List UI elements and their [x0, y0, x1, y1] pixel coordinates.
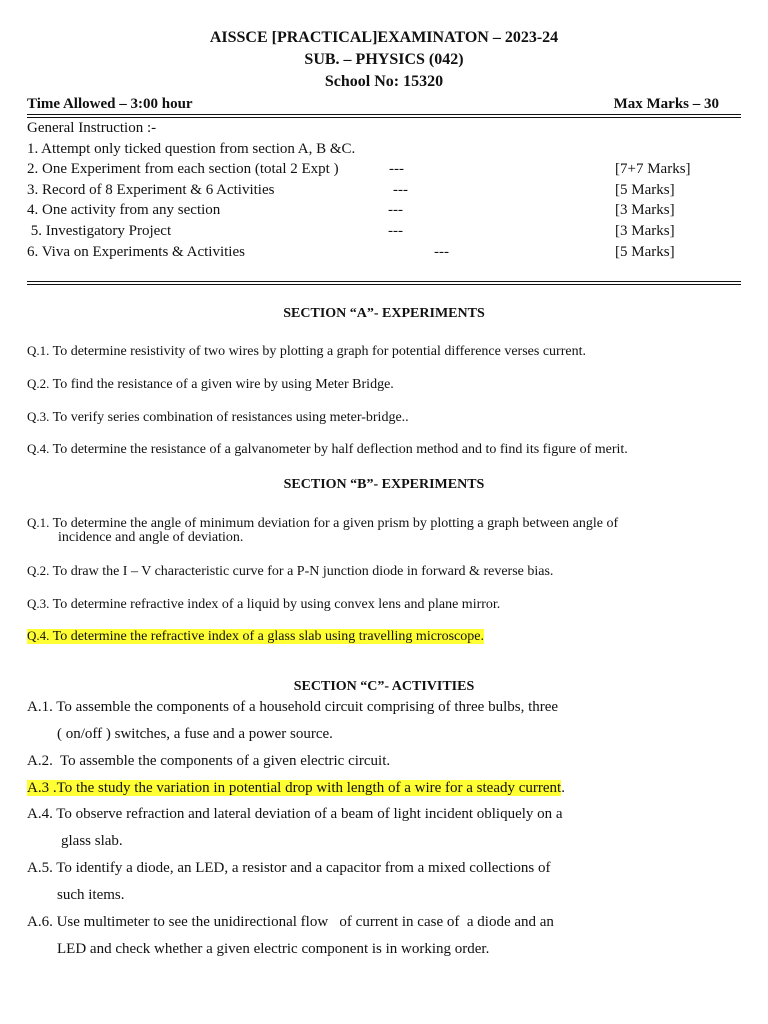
- instruction-text: 3. Record of 8 Experiment & 6 Activities: [27, 181, 275, 198]
- section-b-question: [27, 563, 741, 580]
- highlighted-question: [27, 629, 484, 644]
- question-number: Q.1.: [27, 515, 50, 530]
- instruction-item: [27, 159, 741, 180]
- section-c-activity: A.5. To identify a diode, an LED, a resistor and a capacitor from a mixed collections of: [27, 860, 551, 876]
- instruction-marks: [3 Marks]: [615, 222, 675, 239]
- question-text: To determine the angle of minimum deviation for a given prism by plotting a graph between angle of: [49, 516, 619, 531]
- activity-text-continued: ( on/off ) switches, a fuse and a power source.: [57, 726, 333, 742]
- section-a-title: SECTION “A”- EXPERIMENTS: [283, 306, 485, 321]
- instruction-marks: [5 Marks]: [615, 243, 675, 260]
- instruction-marks: [7+7 Marks]: [615, 161, 691, 178]
- exam-meta-row: [27, 94, 741, 114]
- instruction-item: [27, 180, 741, 201]
- section-a-question: [27, 376, 741, 393]
- instructions-title: General Instruction :-: [27, 120, 157, 136]
- general-instructions: [27, 118, 741, 262]
- instruction-dash: ---: [393, 181, 408, 198]
- question-number: Q.1.: [27, 343, 50, 358]
- section-a-question: [27, 441, 741, 458]
- question-number: Q.2.: [27, 563, 50, 578]
- instruction-marks: [5 Marks]: [615, 181, 675, 198]
- question-text: To determine the refractive index of a glass slab using travelling microscope.: [49, 629, 484, 644]
- question-text: To determine the resistance of a galvanometer by half deflection method and to find its figure of merit.: [49, 442, 628, 457]
- instruction-item: [27, 200, 741, 221]
- time-allowed: Time Allowed – 3:00 hour: [27, 96, 193, 112]
- instruction-dash: ---: [389, 161, 404, 178]
- instruction-dash: ---: [434, 243, 449, 260]
- instruction-text: 6. Viva on Experiments & Activities: [27, 243, 245, 260]
- divider: [27, 281, 741, 285]
- instruction-text: 4. One activity from any section: [27, 202, 221, 219]
- activity-text-continued: glass slab.: [61, 833, 123, 849]
- section-a-question: [27, 343, 741, 360]
- section-b-question: [27, 596, 741, 613]
- instruction-text: 1. Attempt only ticked question from section A, B &C.: [27, 140, 356, 157]
- max-marks: Max Marks – 30: [613, 96, 719, 112]
- activity-trailing-period: .: [561, 780, 565, 796]
- instruction-dash: ---: [388, 222, 403, 239]
- exam-title: AISSCE [PRACTICAL]EXAMINATON – 2023-24: [209, 29, 559, 46]
- instructions-heading: [27, 118, 741, 139]
- section-c-activity: A.6. Use multimeter to see the unidirectional flow of current in case of a diode and an: [27, 914, 554, 930]
- instruction-text: 2. One Experiment from each section (total 2 Expt ): [27, 161, 339, 178]
- question-number: Q.2.: [27, 376, 50, 391]
- activity-text-continued: such items.: [57, 887, 125, 903]
- question-number: Q.3.: [27, 596, 50, 611]
- section-c-activity: A.1. To assemble the components of a household circuit comprising of three bulbs, three: [27, 699, 559, 715]
- instruction-item: [27, 242, 741, 263]
- highlighted-activity: A.3 .To the study the variation in potential drop with length of a wire for a steady current: [27, 780, 562, 796]
- question-text: To determine resistivity of two wires by plotting a graph for potential difference verses current.: [49, 344, 586, 359]
- question-text: To determine refractive index of a liquid by using convex lens and plane mirror.: [49, 597, 501, 612]
- section-c-activity: A.4. To observe refraction and lateral deviation of a beam of light incident obliquely on a: [27, 806, 563, 822]
- question-number: Q.3.: [27, 409, 50, 424]
- section-b-question: [27, 628, 741, 645]
- question-text: To draw the I – V characteristic curve for a P-N junction diode in forward & reverse bias.: [49, 564, 554, 579]
- section-c-activity: A.2. To assemble the components of a given electric circuit.: [27, 753, 391, 769]
- school-number: School No: 15320: [324, 73, 444, 90]
- question-number: Q.4.: [27, 441, 50, 456]
- question-text-continued: incidence and angle of deviation.: [58, 530, 244, 545]
- section-b-title: SECTION “B”- EXPERIMENTS: [283, 477, 485, 492]
- subject-title: SUB. – PHYSICS (042): [304, 51, 464, 68]
- question-number: Q.4.: [27, 628, 50, 643]
- instruction-text: 5. Investigatory Project: [27, 222, 172, 239]
- question-text: To find the resistance of a given wire by using Meter Bridge.: [49, 377, 394, 392]
- question-text: To verify series combination of resistances using meter-bridge..: [49, 410, 409, 425]
- section-a-question: [27, 409, 741, 426]
- instruction-item: [27, 139, 741, 160]
- instruction-item: [27, 221, 741, 242]
- instruction-dash: ---: [388, 202, 403, 219]
- instruction-marks: [3 Marks]: [615, 202, 675, 219]
- activity-text-continued: LED and check whether a given electric component is in working order.: [57, 941, 490, 957]
- section-c-activity: [27, 778, 741, 798]
- section-c-title: SECTION “C”- ACTIVITIES: [293, 679, 475, 694]
